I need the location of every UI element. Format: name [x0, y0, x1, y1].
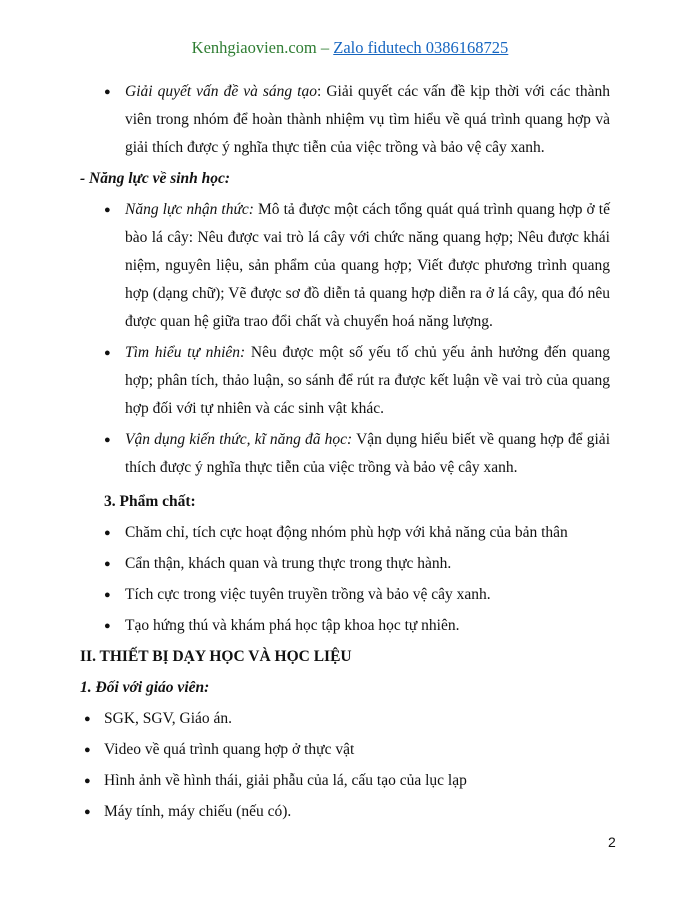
list-item: ● Video về quá trình quang hợp ở thực vật	[80, 736, 610, 764]
bullet-label: Giải quyết vấn đề và sáng tạo	[125, 83, 317, 100]
bullet-text: Mô tả được một cách tổng quát quá trình quang hợp ở tế bào lá cây: Nêu được vai trò lá cây với chức năng quang hợp; Nêu được khái niệm, nguyên liệu, sản phẩm của quang hợp; Viết được phương trình quang hợp (dạng chữ); Vẽ được sơ đồ diễn tả quang hợp diễn ra ở lá cây, qua đó nêu được quan hệ giữa trao đổi chất và chuyển hoá năng lượng.	[125, 201, 610, 330]
bullet-text: Nêu được một số yếu tố chủ yếu ảnh hưởng đến quang hợp; phân tích, thảo luận, so sánh để rút ra được kết luận về vai trò của quang hợp đối với tự nhiên và các sinh vật khác.	[125, 344, 610, 417]
header-site: Kenhgiaovien.com	[191, 38, 317, 57]
teacher-heading: 1. Đối với giáo viên:	[80, 679, 210, 696]
list-item: ● Máy tính, máy chiếu (nếu có).	[80, 798, 610, 826]
bullet-text: Vận dụng hiểu biết về quang hợp để giải thích được ý nghĩa thực tiễn của việc trồng và bảo vệ cây xanh.	[125, 431, 610, 476]
list-item: ● SGK, SGV, Giáo án.	[80, 705, 610, 733]
list-item: ● Chăm chỉ, tích cực hoạt động nhóm phù hợp với khả năng của bản thân	[80, 519, 610, 547]
bullet-label: Vận dụng kiến thức, kĩ năng đã học:	[125, 431, 353, 448]
list-item: ● Tích cực trong việc tuyên truyền trồng và bảo vệ cây xanh.	[80, 581, 610, 609]
bullet-explore-nature	[80, 339, 610, 423]
page-number: 2	[608, 834, 616, 850]
list-item: ● Cẩn thận, khách quan và trung thực trong thực hành.	[80, 550, 610, 578]
section-2-heading: II. THIẾT BỊ DẠY HỌC VÀ HỌC LIỆU	[80, 648, 352, 665]
bullet-label: Năng lực nhận thức:	[125, 201, 254, 218]
bullet-text: : Giải quyết các vấn đề kịp thời với các thành viên trong nhóm để hoàn thành nhiệm vụ tìm hiểu về quá trình quang hợp và giải thích được ý nghĩa thực tiễn của việc trồng và bảo vệ cây xanh.	[125, 83, 610, 156]
qualities-heading: 3. Phẩm chất:	[104, 493, 196, 510]
bullet-apply-knowledge	[80, 426, 610, 482]
page-header	[0, 38, 700, 58]
document-body	[80, 78, 610, 826]
bullet-cognitive	[80, 196, 610, 336]
list-item: ● Hình ảnh về hình thái, giải phẫu của lá, cấu tạo của lục lạp	[80, 767, 610, 795]
bullet-problem-solving	[80, 78, 610, 162]
biology-competence-heading: - Năng lực về sinh học:	[80, 170, 231, 187]
header-dash: –	[316, 38, 334, 57]
bullet-label: Tìm hiểu tự nhiên:	[125, 344, 246, 361]
list-item: ● Tạo hứng thú và khám phá học tập khoa học tự nhiên.	[80, 612, 610, 640]
header-zalo-link[interactable]: Zalo fidutech 0386168725	[333, 38, 509, 57]
